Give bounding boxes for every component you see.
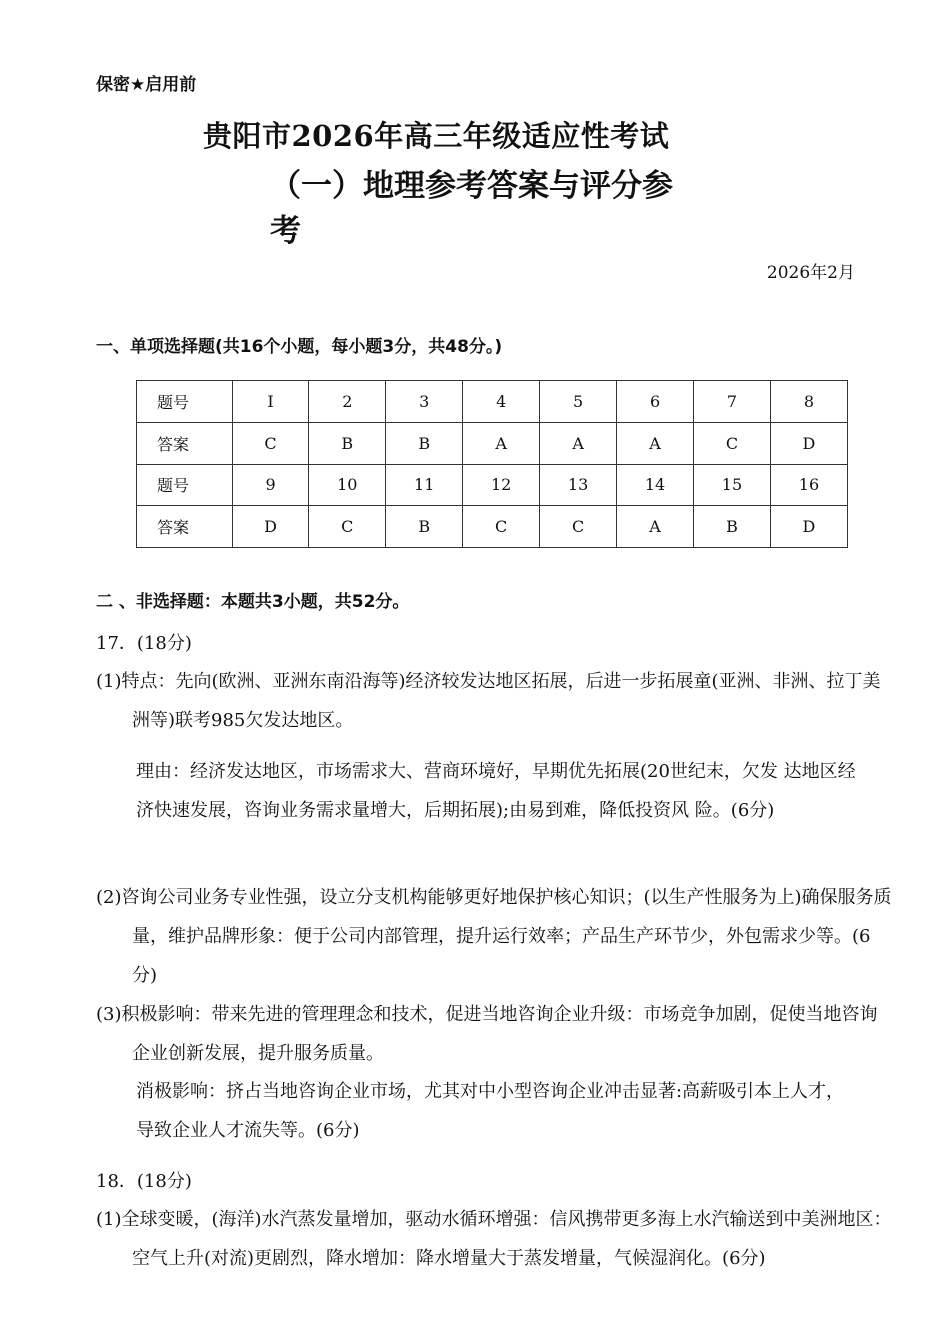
answer-cell: A bbox=[463, 422, 540, 464]
answer-cell: C bbox=[694, 422, 771, 464]
question-number: I bbox=[232, 381, 309, 423]
question-number: 14 bbox=[617, 464, 694, 506]
page-title-line2: （一）地理参考答案与评分参 bbox=[270, 168, 673, 204]
question-number: 11 bbox=[386, 464, 463, 506]
q17-answer-part3-negative: 消极影响：挤占当地咨询企业市场，尤其对中小型咨询企业冲击显著:高薪吸引本上人才，导致企业人才流失等。(6分) bbox=[136, 1081, 845, 1141]
table-row bbox=[137, 506, 848, 548]
question-number: 7 bbox=[694, 381, 771, 423]
q17-answer-part3: (3)积极影响：带来先进的管理理念和技术，促进当地咨询企业升级：市场竞争加剧，促使当地咨询企业创新发展，提升服务质量。 bbox=[96, 1004, 878, 1064]
question-number: 12 bbox=[463, 464, 540, 506]
row-label: 题号 bbox=[137, 381, 233, 423]
table-row bbox=[137, 422, 848, 464]
section1-heading: 一、单项选择题(共16个小题，每小题3分，共48分。) bbox=[96, 337, 503, 357]
answer-cell: B bbox=[309, 422, 386, 464]
q18-answer-part1: (1)全球变暖，(海洋)水汽蒸发量增加，驱动水循环增强：信风携带更多海上水汽输送到中美洲地区：空气上升(对流)更剧烈，降水增加：降水增量大于蒸发增量，气候湿润化。(6分) bbox=[96, 1209, 892, 1269]
page-title-line3: 考 bbox=[270, 213, 301, 249]
question-number: 10 bbox=[309, 464, 386, 506]
exam-date: 2026年2月 bbox=[766, 263, 855, 283]
answer-cell: A bbox=[617, 506, 694, 548]
table-row bbox=[137, 381, 848, 423]
answer-cell: B bbox=[386, 506, 463, 548]
row-label: 答案 bbox=[137, 422, 233, 464]
question-17-label: 17．(18分) bbox=[96, 633, 192, 654]
answer-cell: C bbox=[309, 506, 386, 548]
answer-cell: A bbox=[617, 422, 694, 464]
answer-cell: B bbox=[694, 506, 771, 548]
answer-cell: C bbox=[463, 506, 540, 548]
row-label: 答案 bbox=[137, 506, 233, 548]
question-number: 6 bbox=[617, 381, 694, 423]
question-18-label: 18．(18分) bbox=[96, 1171, 192, 1192]
q17-answer-part1-reason: 理由：经济发达地区，市场需求大、营商环境好，早期优先拓展(20世纪末，欠发 达地区经济快速发展，咨询业务需求量增大，后期拓展);由易到难，降低投资风 险。(6分) bbox=[136, 761, 856, 821]
answer-cell: D bbox=[770, 422, 847, 464]
q17-answer-part1: (1)特点：先向(欧洲、亚洲东南沿海等)经济较发达地区拓展，后进一步拓展童(亚洲、非洲、拉丁美洲等)联考985欠发达地区。 bbox=[96, 671, 881, 731]
answer-table bbox=[136, 380, 848, 548]
answer-cell: A bbox=[540, 422, 617, 464]
question-number: 9 bbox=[232, 464, 309, 506]
section2-heading: 二 、非选择题：本题共3小题，共52分。 bbox=[96, 592, 410, 612]
row-label: 题号 bbox=[137, 464, 233, 506]
question-number: 5 bbox=[540, 381, 617, 423]
question-number: 4 bbox=[463, 381, 540, 423]
question-number: 15 bbox=[694, 464, 771, 506]
answer-cell: B bbox=[386, 422, 463, 464]
answer-cell: C bbox=[540, 506, 617, 548]
answer-cell: C bbox=[232, 422, 309, 464]
question-number: 2 bbox=[309, 381, 386, 423]
question-number: 8 bbox=[770, 381, 847, 423]
answer-cell: D bbox=[770, 506, 847, 548]
answer-cell: D bbox=[232, 506, 309, 548]
question-number: 13 bbox=[540, 464, 617, 506]
q17-answer-part2: (2)咨询公司业务专业性强，设立分支机构能够更好地保护核心知识；(以生产性服务为上)确保服务质量，维护品牌形象：便于公司内部管理，提升运行效率；产品生产环节少，外包需求少等。(6分) bbox=[96, 887, 892, 986]
question-number: 16 bbox=[770, 464, 847, 506]
confidential-label: 保密★启用前 bbox=[96, 75, 197, 95]
page-title-line1: 贵阳市2026年高三年级适应性考试 bbox=[203, 119, 670, 153]
question-number: 3 bbox=[386, 381, 463, 423]
table-row bbox=[137, 464, 848, 506]
